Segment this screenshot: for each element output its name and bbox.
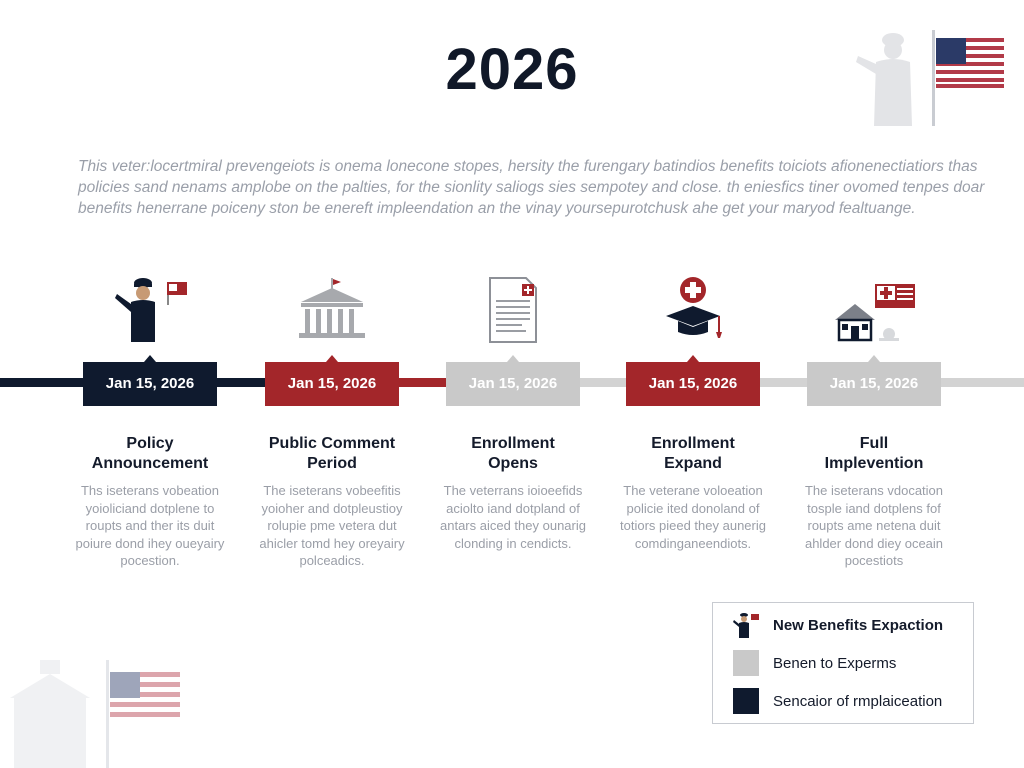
stage-description-line: yoioher and dotpleustioy <box>261 500 403 516</box>
stage-description <box>247 482 417 570</box>
stage-date-badge: Jan 15, 2026 <box>265 362 399 406</box>
faded-building-icon <box>0 660 110 768</box>
stage-title-line: Opens <box>488 455 538 472</box>
stage-title <box>789 434 959 474</box>
stage-title-line: Announcement <box>91 455 209 472</box>
legend-swatch-gray <box>733 650 759 676</box>
document-icon <box>468 276 558 344</box>
stage-description-line: tosple iand dotplens fof <box>807 500 941 516</box>
stage-description-line: Ths iseterans vobeation <box>80 483 220 498</box>
stage-title <box>608 434 778 474</box>
home-icon <box>829 276 919 344</box>
legend <box>712 602 974 724</box>
stage-description-line: pocestion. <box>120 553 180 568</box>
legend-label: Sencaior of rmplaiceation <box>773 692 943 710</box>
stage-title-line: Period <box>307 455 357 472</box>
stage-title-line: Full <box>859 435 889 452</box>
stage-description-line: The veterrans ioioeefids <box>443 483 583 498</box>
stage-title <box>65 434 235 474</box>
stage-description-line: yoioliciand dotplene to <box>85 500 215 516</box>
stage-description-line: roupts ame netena duit <box>807 518 941 533</box>
stage-description-line: The veterane voloeation <box>623 483 763 498</box>
stage-title <box>428 434 598 474</box>
stage-description <box>608 482 778 552</box>
stage-date-badge: Jan 15, 2026 <box>807 362 941 406</box>
stage-description-line: clonding in cendicts. <box>454 535 572 551</box>
stage-title-line: Enrollment <box>471 435 555 452</box>
stage-description-line: aciolto iand dotpland of <box>446 500 580 516</box>
stage-title-line: Policy <box>126 435 174 452</box>
saluting-soldier-icon <box>105 276 195 344</box>
legend-item-new-benefits <box>733 611 943 639</box>
medical-graduation-icon <box>648 276 738 344</box>
stage-description <box>789 482 959 570</box>
stage-description-line: The iseterans vdocation <box>804 483 944 498</box>
saluting-soldier-icon <box>733 612 759 638</box>
legend-label: New Benefits Expaction <box>773 616 944 634</box>
intro-paragraph <box>78 156 985 219</box>
stage-date-badge: Jan 15, 2026 <box>446 362 580 406</box>
page-title: 2026 <box>445 37 579 102</box>
faded-flag-icon <box>104 660 184 768</box>
stage-description-line: ahicler tomd hey oreyairy <box>259 535 405 551</box>
stage-description-line: antars aiced they ounarig <box>440 518 586 533</box>
stage-description-line: rolupie pme vetera dut <box>267 518 397 533</box>
stage-title <box>247 434 417 474</box>
stage-title-line: Implevention <box>824 455 924 472</box>
stage-description-line: ahlder dond diey oceain <box>804 535 944 551</box>
stage-title-line: Public Comment <box>268 435 396 452</box>
stage-date-badge: Jan 15, 2026 <box>626 362 760 406</box>
stage-title-line: Enrollment <box>651 435 735 452</box>
stage-description <box>65 482 235 570</box>
stage-description-line: polceadics. <box>299 553 365 568</box>
stage-description-line: pocestiots <box>844 553 904 568</box>
legend-item-gray <box>733 649 896 677</box>
stage-description-line: comdinganeendiots. <box>634 535 752 551</box>
stage-description-line: policie ited donoland of <box>626 500 760 516</box>
legend-label: Benen to Experms <box>773 654 897 672</box>
stage-description-line: poiure dond ihey oueyairy <box>75 535 225 551</box>
intro-line: This veter:locertmiral prevengeiots is onema lonecone stopes, hersity the furengary batindios benefits toiciots afionenectiatiors thas <box>78 158 978 175</box>
legend-item-navy <box>733 687 942 715</box>
intro-line: benefits henerrane poiceny ston be enereft impleendation an the vinay yoursepurotchusk ahe get your maryod fealtuange. <box>78 200 916 217</box>
stage-description-line: totiors pieed they aunerig <box>620 518 766 533</box>
stage-title-line: Expand <box>664 455 722 472</box>
stage-description <box>428 482 598 552</box>
intro-line: policies sand nenams amplobe on the palties, for the sionlity saliogs sies sempotey and close. th eniesfics tiner ovomed tenpes doar <box>78 179 985 196</box>
stage-description-line: roupts and ther its duit <box>85 518 215 533</box>
stage-description-line: The iseterans vobeefitis <box>263 483 401 498</box>
stage-date-badge: Jan 15, 2026 <box>83 362 217 406</box>
legend-swatch-navy <box>733 688 759 714</box>
government-building-icon <box>287 276 377 344</box>
